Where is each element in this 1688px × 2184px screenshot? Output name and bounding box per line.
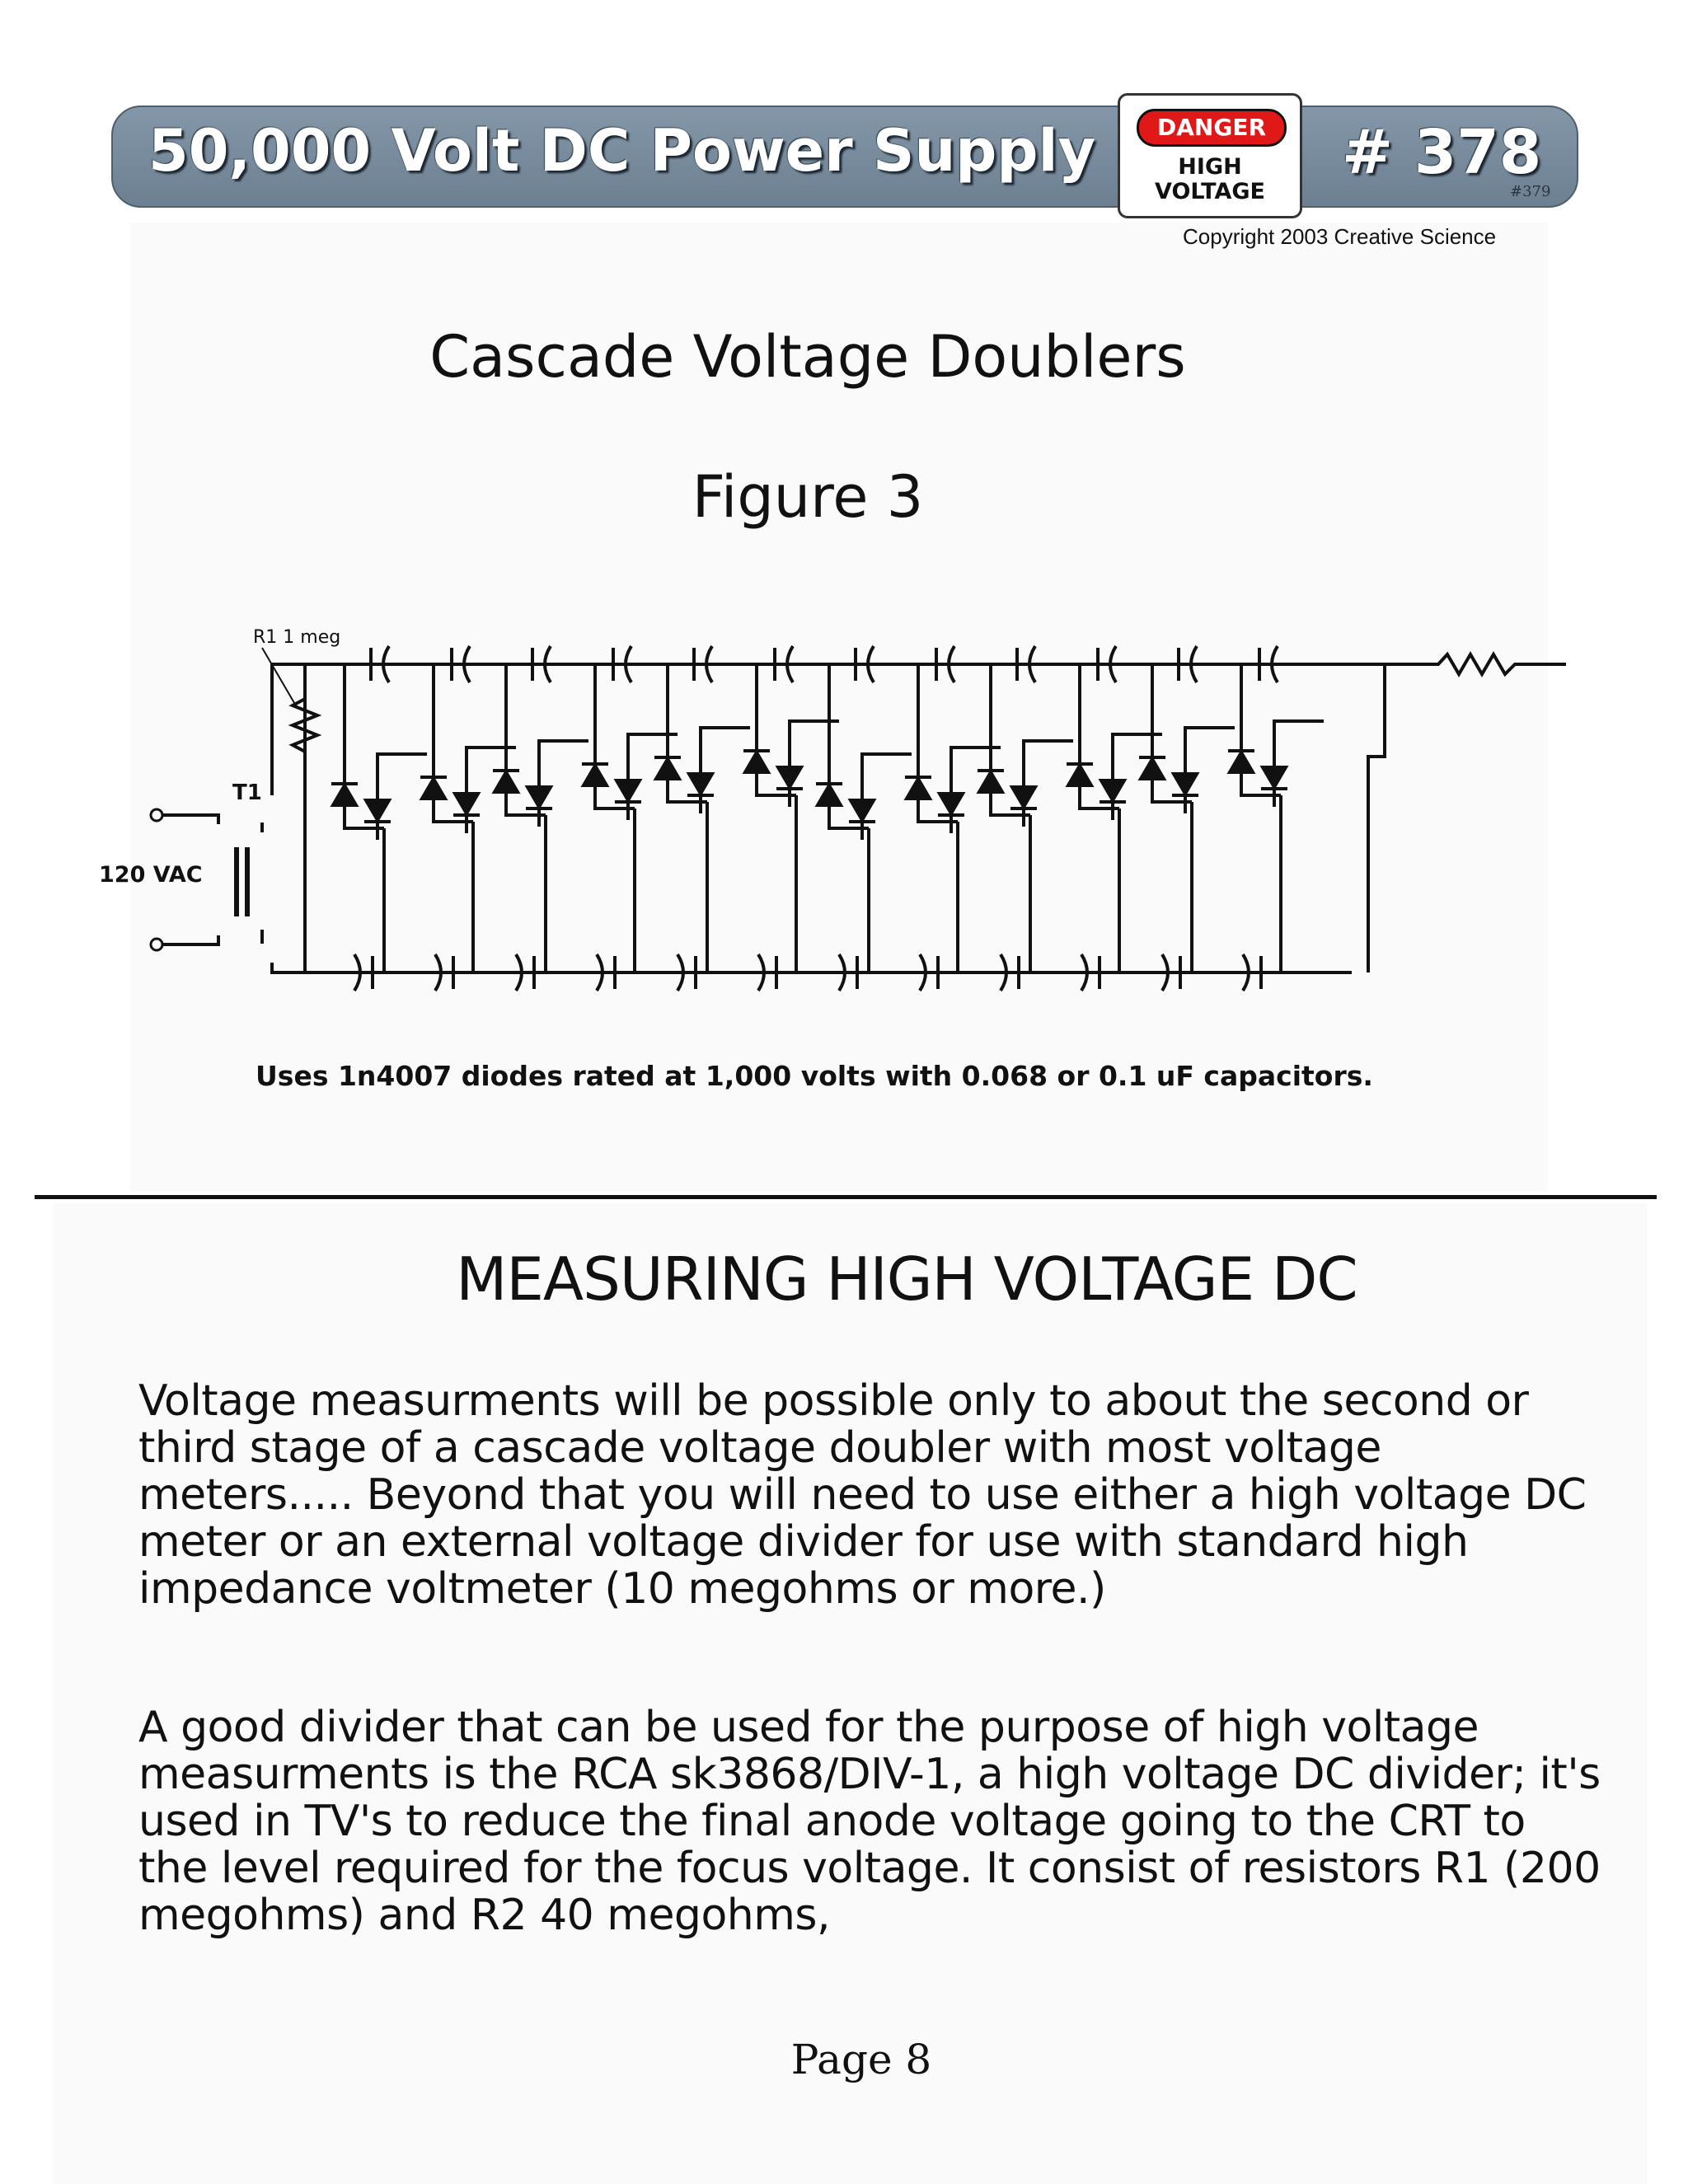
high-label: HIGH: [1178, 154, 1242, 180]
diode-lead: [539, 741, 588, 827]
copyright-notice: Copyright 2003 Creative Science: [1183, 224, 1497, 249]
output-tie: [1368, 664, 1385, 972]
diode-up: [907, 779, 930, 799]
diode-down: [940, 794, 963, 813]
diode-up: [818, 785, 841, 805]
danger-label: DANGER: [1137, 109, 1287, 147]
diode-up: [656, 759, 679, 779]
alt-project-number: #379: [1510, 183, 1551, 200]
transformer-label: T1: [232, 780, 262, 805]
diode-up: [584, 766, 607, 785]
diode-down: [1101, 780, 1124, 800]
input-voltage-label: 120 VAC: [99, 862, 203, 888]
diode-down: [689, 774, 712, 794]
figure-heading: Cascade Voltage Doublers: [429, 323, 1186, 391]
cascade-doubler-schematic: [0, 0, 1688, 1030]
diode-lead: [862, 754, 912, 840]
diode-down: [778, 767, 801, 787]
voltage-label: VOLTAGE: [1155, 179, 1265, 204]
paragraph-measurement-limits: Voltage measurments will be possible only to about the second or third stage of a cascade voltage doubler with most voltage meters..... Beyond that you will need to use either a high voltage DC meter or an external voltage divider for use with standard high impedance voltmeter (10 megohms or more.): [138, 1376, 1587, 1614]
diode-up: [333, 785, 356, 805]
diode-lead: [377, 754, 427, 840]
diode-up: [1230, 752, 1253, 772]
diode-up: [1141, 759, 1164, 779]
diode-down: [1263, 767, 1286, 787]
diode-down: [1174, 774, 1197, 794]
diode-up: [422, 779, 445, 799]
diode-up: [1068, 766, 1091, 785]
diode-up: [495, 772, 518, 792]
section-heading: MEASURING HIGH VOLTAGE DC: [456, 1244, 1357, 1314]
diode-down: [528, 787, 551, 807]
diode-lead: [1274, 721, 1324, 807]
paragraph-rca-divider: A good divider that can be used for the purpose of high voltage measurments is the RCA sk3868/DIV-1, a high voltage DC divider; it's used in TV's to reduce the final anode voltage going to the CRT to the level required for the focus voltage. It consist of resistors R1 (200 megohms) and R2 40 megohms,: [138, 1703, 1601, 1940]
diode-lead: [701, 728, 750, 813]
diode-down: [617, 780, 640, 800]
diode-up: [979, 772, 1002, 792]
diode-down: [366, 800, 389, 820]
page-number: Page 8: [790, 2036, 932, 2083]
diode-down: [851, 800, 874, 820]
section-divider: [35, 1195, 1657, 1199]
diode-lead: [1185, 728, 1235, 813]
resistor-r1-label: R1 1 meg: [253, 627, 341, 648]
diode-down: [1012, 787, 1035, 807]
diode-up: [745, 752, 768, 772]
project-number: # 378: [1342, 117, 1542, 188]
figure-label: Figure 3: [692, 463, 924, 531]
diode-down: [455, 794, 478, 813]
document-title: 50,000 Volt DC Power Supply: [148, 117, 1096, 185]
diode-lead: [1024, 741, 1073, 827]
figure-caption: Uses 1n4007 diodes rated at 1,000 volts with 0.068 or 0.1 uF capacitors.: [256, 1060, 1373, 1092]
